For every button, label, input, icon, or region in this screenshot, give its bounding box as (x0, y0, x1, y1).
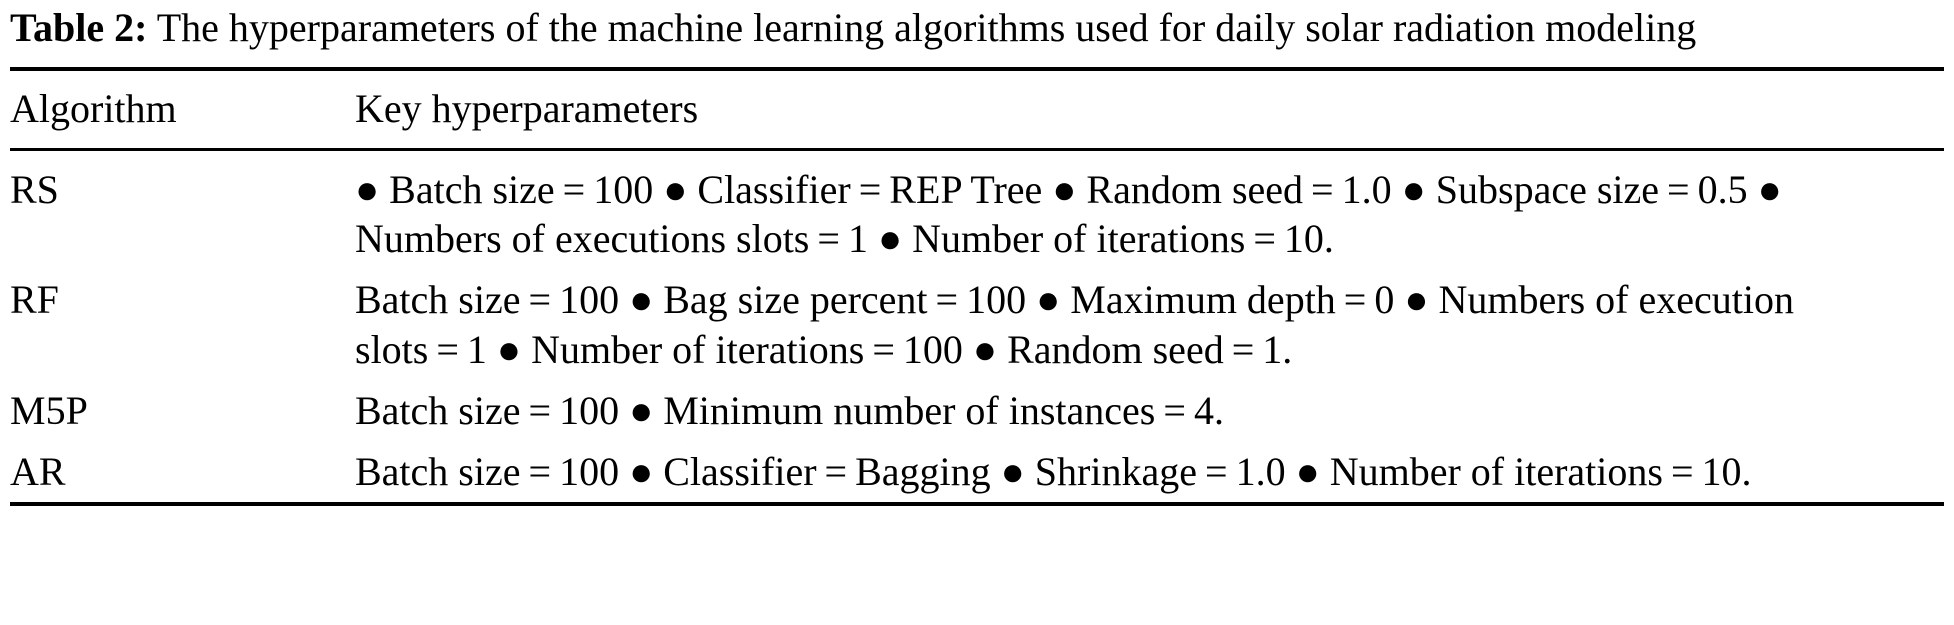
table-row (10, 437, 1944, 498)
table-header-row (10, 71, 1944, 148)
hyperparameters-text: Batch size = 100 ● Classifier = Bagging ● Shrinkage = 1.0 ● Number of iterations = 10. (355, 448, 1752, 494)
caption-text: The hyperparameters of the machine learning algorithms used for daily solar radiation modeling (147, 5, 1697, 50)
caption-label: Table 2: (10, 5, 148, 50)
hyperparameters-table-body (10, 151, 1944, 502)
table-row (10, 376, 1944, 437)
cell-hyperparameters (355, 265, 1944, 375)
table-caption (10, 4, 1944, 53)
hyperparameters-text: Batch size = 100 ● Bag size percent = 100 ● Maximum depth = 0 ● Numbers of execution slots = 1 ● Number of iterations = 100 ● Random seed = 1. (355, 277, 1794, 372)
cell-hyperparameters (355, 437, 1944, 498)
hyperparameters-text: ● Batch size = 100 ● Classifier = REP Tree ● Random seed = 1.0 ● Subspace size = 0.5 ● Numbers of executions slots = 1 ● Number of iterations = 10. (355, 166, 1782, 262)
hyperparameters-text: Batch size = 100 ● Minimum number of instances = 4. (355, 387, 1224, 433)
cell-hyperparameters (355, 376, 1944, 437)
cell-algorithm: RF (10, 277, 59, 323)
table-bottom-rule (10, 502, 1944, 506)
cell-algorithm: M5P (10, 387, 88, 433)
column-header-algorithm: Algorithm (10, 85, 177, 131)
cell-algorithm: RS (10, 166, 59, 212)
cell-hyperparameters (355, 151, 1944, 265)
column-header-hyperparameters: Key hyperparameters (355, 85, 699, 131)
table-row (10, 151, 1944, 265)
cell-algorithm: AR (10, 448, 66, 494)
hyperparameters-table (10, 71, 1944, 148)
table-row (10, 265, 1944, 375)
